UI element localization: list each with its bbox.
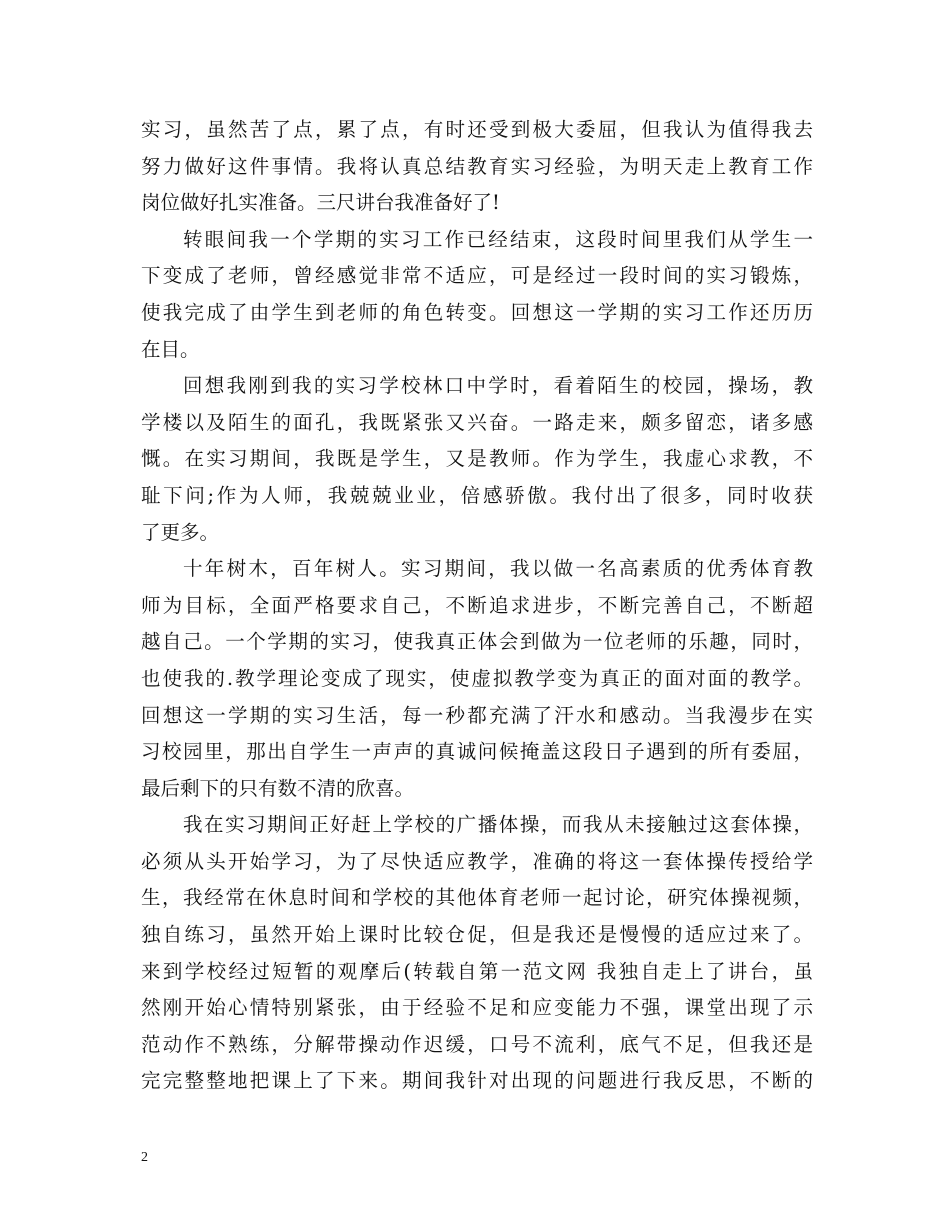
body-text	[141, 112, 813, 1100]
text-line: 最后剩下的只有数不清的欣喜。	[141, 776, 415, 800]
text-line: 十年树木，百年树人。实习期间，我以做一名高素质的优秀体育教	[183, 557, 813, 581]
text-line: 生，我经常在休息时间和学校的其他体育老师一起讨论，研究体操视频，	[141, 886, 813, 910]
text-line: 下变成了老师，曾经感觉非常不适应，可是经过一段时间的实习锻炼，	[141, 264, 813, 288]
text-line: 完完整整地把课上了下来。期间我针对出现的问题进行我反思，不断的	[141, 1069, 813, 1093]
text-line: 在目。	[141, 337, 200, 361]
page-number: 2	[141, 1150, 148, 1165]
text-line: 慨。在实习期间，我既是学生，又是教师。作为学生，我虚心求教，不	[141, 447, 813, 471]
text-line: 实习，虽然苦了点，累了点，有时还受到极大委屈，但我认为值得我去	[141, 118, 813, 141]
text-line: 使我完成了由学生到老师的角色转变。回想这一学期的实习工作还历历	[141, 300, 813, 324]
text-line: 范动作不熟练，分解带操动作迟缓，口号不流利，底气不足，但我还是	[141, 1032, 813, 1056]
text-line: 也使我的.教学理论变成了现实，使虚拟教学变为真正的面对面的教学。	[141, 666, 813, 690]
text-line: 必须从头开始学习，为了尽快适应教学，准确的将这一套体操传授给学	[141, 849, 813, 873]
text-line: 努力做好这件事情。我将认真总结教育实习经验，为明天走上教育工作	[141, 154, 813, 178]
text-line: 回想我刚到我的实习学校林口中学时，看着陌生的校园，操场，教	[183, 374, 813, 398]
text-line: 岗位做好扎实准备。三尺讲台我准备好了!	[141, 191, 500, 215]
text-line: 独自练习，虽然开始上课时比较仓促，但是我还是慢慢的适应过来了。	[141, 923, 813, 947]
text-line: 习校园里，那出自学生一声声的真诚问候掩盖这段日子遇到的所有委屈，	[141, 740, 813, 764]
text-line: 转眼间我一个学期的实习工作已经结束，这段时间里我们从学生一	[183, 227, 813, 251]
text-line: 回想这一学期的实习生活，每一秒都充满了汗水和感动。当我漫步在实	[141, 703, 813, 727]
text-line: 我在实习期间正好赶上学校的广播体操，而我从未接触过这套体操，	[183, 813, 813, 837]
text-line: 然刚开始心情特别紧张，由于经验不足和应变能力不强，课堂出现了示	[141, 996, 813, 1020]
text-line: 师为目标，全面严格要求自己，不断追求进步，不断完善自己，不断超	[141, 593, 813, 617]
text-line: 越自己。一个学期的实习，使我真正体会到做为一位老师的乐趣，同时，	[141, 630, 813, 654]
text-line: 耻下问;作为人师，我兢兢业业，倍感骄傲。我付出了很多，同时收获	[141, 483, 813, 507]
text-line: 了更多。	[141, 520, 220, 544]
text-line: 学楼以及陌生的面孔，我既紧张又兴奋。一路走来，颇多留恋，诸多感	[141, 410, 813, 434]
text-line: 来到学校经过短暂的观摩后(转载自第一范文网 我独自走上了讲台，虽	[141, 959, 813, 983]
